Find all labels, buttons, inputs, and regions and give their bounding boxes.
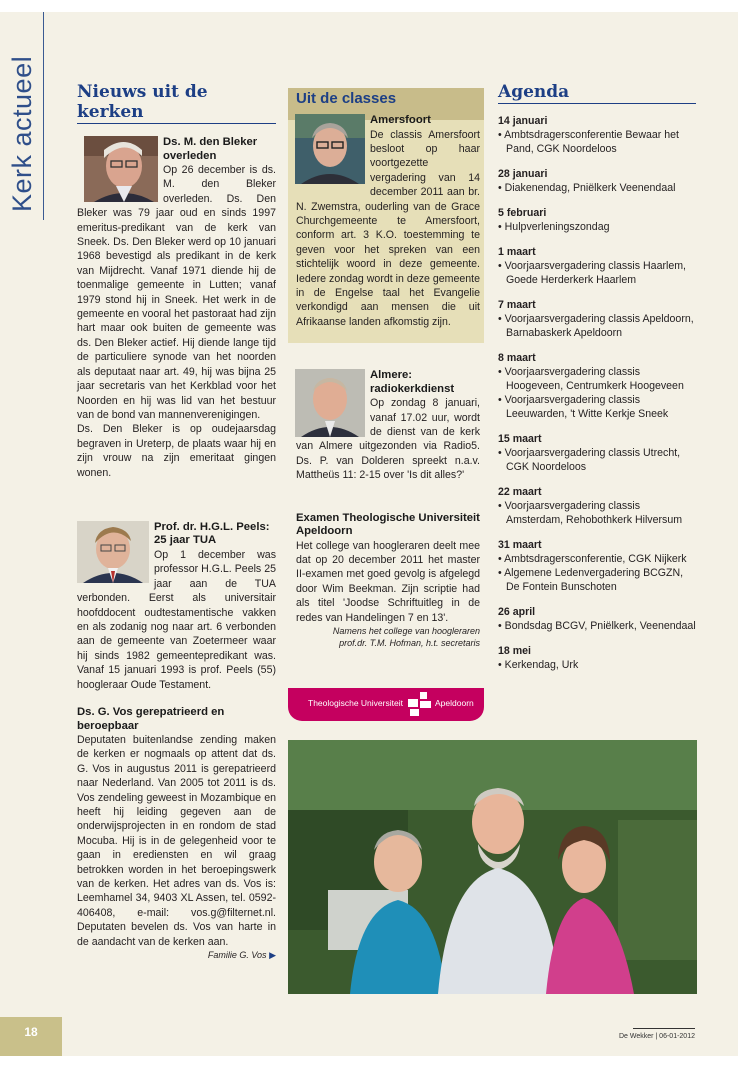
agenda-entry: [498, 644, 696, 672]
article-title: Examen Theologische Universiteit Apeldoorn: [296, 511, 480, 538]
agenda-item: • Voorjaarsvergadering classis Amsterdam, Rehobothkerk Hilversum: [498, 500, 683, 526]
page-number: 18: [0, 1017, 62, 1056]
agenda-date: 18 mei: [498, 645, 531, 657]
article-body: Op zondag 8 januari, vanaf 17.02 uur, wordt de dienst van de kerk van Almere uitgezonden via Radio5. Ds. P. van Dolderen spreekt n.a.v. Mattheüs 11: 2-15 over 'Is dit alles?': [296, 397, 480, 482]
agenda-date: 31 maart: [498, 539, 542, 551]
section-label: Kerk actueel: [7, 55, 37, 212]
caption-text: Familie G. Vos: [207, 950, 267, 961]
news-column: [77, 82, 276, 961]
article-den-bleker: [77, 136, 276, 480]
photo-caption: [77, 949, 276, 961]
agenda-date: 22 maart: [498, 486, 542, 498]
agenda-date: 14 januari: [498, 115, 548, 127]
agenda-date: 28 januari: [498, 168, 548, 180]
agenda-date: 26 april: [498, 606, 536, 618]
agenda-date: 1 maart: [498, 246, 536, 258]
article-title: Almere: radiokerkdienst: [370, 369, 455, 395]
footer-rule: [633, 1028, 695, 1029]
agenda-entry: [498, 298, 696, 340]
magazine-page: [0, 12, 738, 1056]
news-heading: Nieuws uit de kerken: [77, 82, 276, 124]
article-title: Amersfoort: [370, 114, 431, 126]
agenda-list: [498, 114, 696, 672]
agenda-date: 5 februari: [498, 207, 547, 219]
agenda-heading: Agenda: [498, 82, 696, 104]
agenda-entry: [498, 485, 696, 527]
article-body: Ds. Den Bleker is op oudejaarsdag begraven in Ureterp, de plaats waar hij en zijn vrouw na zijn emeritaat gingen wonen.: [77, 423, 276, 479]
agenda-item: • Voorjaarsvergadering classis Haarlem, Goede Herderkerk Haarlem: [498, 260, 687, 286]
tua-banner-right: Apeldoorn: [435, 698, 474, 708]
section-rule: [43, 12, 44, 220]
agenda-item: • Ambtsdragersconferentie Bewaar het Pand, CGK Noordeloos: [498, 129, 679, 155]
agenda-item: • Voorjaarsvergadering classis Hoogeveen, Centrumkerk Hoogeveen: [498, 366, 684, 392]
classes-column: [296, 114, 480, 649]
classes-heading: Uit de classes: [296, 90, 397, 107]
agenda-entry: [498, 245, 696, 287]
article-body: Deputaten buitenlandse zending maken de kerken er nogmaals op attent dat ds. G. Vos in augustus 2011 is gerepatrieerd naar Nederland. Van 2005 tot 2011 is ds. Vos zendeling geweest in Mozambique en heeft hij leiding gegeven aan de onderwijsprojecten in en rondom de stad Mocuba. Hij is in de gelegenheid voor te gaan in erediensten en wil graag betrokken worden in het beroepingswerk van de kerken. Het adres van ds. Vos is: Leemhamel 34, 9403 XL Assen, tel. 0592-406408, e-mail: vos.g@filternet.nl. Deputaten bevelen ds. Vos van harte in de aandacht van de kerken aan.: [77, 734, 276, 948]
agenda-date: 15 maart: [498, 433, 542, 445]
article-body: Het college van hoogleraren deelt mee dat op 20 december 2011 het master II-examen met goed gevolg is afgelegd door Wim Beekman. Zijn scriptie had als titel 'Joodse Schriftuitleg in de redes van Handelingen 7 en 13'.: [296, 539, 480, 624]
family-photo: [288, 740, 697, 994]
agenda-entry: [498, 538, 696, 594]
article-amersfoort: [296, 114, 480, 329]
article-body: Op 26 december is ds. M. den Bleker overleden. Ds. Den Bleker was 79 jaar oud en sinds 1997 emeritus-predikant van de kerk van Sneek. Ds. Den Bleker werd op 10 januari 1968 bevestigd als predikant in de kerk van Mijdrecht. Vanaf 1971 diende hij de toenmalige gemeente in Lutten; vanaf 1979 stond hij in Sneek. Het werk in de gemeente en vooral het pastoraat had zijn hart maar ook buiten de gemeente was ds. Den Bleker actief. Hij diende lange tijd de particuliere synode van het noorden als deputaat naar art. 49, hij was bijna 25 jaar secretaris van het Kerkblad voor het Noorden en hij was lid van het bestuur van de bond van mannenverenigingen.: [77, 164, 276, 421]
agenda-entry: [498, 351, 696, 421]
agenda-item: • Bondsdag BCGV, Pniëlkerk, Veenendaal: [498, 620, 696, 632]
agenda-entry: [498, 114, 696, 156]
arrow-right-icon: ▶: [269, 950, 276, 961]
classes-heading-wrap: [296, 90, 480, 108]
agenda-entry: [498, 605, 696, 633]
article-title: Ds. G. Vos gerepatrieerd en beroepbaar: [77, 706, 225, 732]
agenda-entry: [498, 206, 696, 234]
agenda-column: [498, 82, 696, 683]
agenda-item: • Voorjaarsvergadering classis Utrecht, CGK Noordeloos: [498, 447, 681, 473]
article-title: Prof. dr. H.G.L. Peels: 25 jaar TUA: [154, 520, 270, 547]
article-vos: [77, 706, 276, 961]
signature-line: prof.dr. T.M. Hofman, h.t. secretaris: [339, 638, 480, 649]
van-dolderen-photo: [295, 369, 365, 437]
agenda-item: • Algemene Ledenvergadering BCGZN, De Fontein Bunschoten: [498, 567, 684, 593]
tua-logo-icon: [407, 691, 433, 722]
agenda-item: • Voorjaarsvergadering classis Apeldoorn, Barnabaskerk Apeldoorn: [498, 313, 694, 339]
agenda-item: • Hulpverleningszondag: [498, 221, 610, 233]
agenda-item: • Kerkendag, Urk: [498, 659, 579, 671]
agenda-item: • Voorjaarsvergadering classis Leeuwarden, 't Witte Kerkje Sneek: [498, 394, 669, 420]
article-almere: [296, 369, 480, 482]
article-peels: [77, 521, 276, 692]
peels-photo: [77, 521, 149, 583]
zwemstra-photo: [295, 114, 365, 184]
tua-banner: [288, 688, 484, 721]
agenda-item: • Diakenendag, Pniëlkerk Veenendaal: [498, 182, 676, 194]
agenda-item: • Ambtsdragersconferentie, CGK Nijkerk: [498, 553, 687, 565]
agenda-entry: [498, 432, 696, 474]
tua-banner-left: Theologische Universiteit: [308, 698, 403, 708]
article-body: De classis Amersfoort besloot op haar voortgezette vergadering van 14 december 2011 aan br. N. Zwemstra, ouderling van de Grace Churchgemeente te Amersfoort, conform art. 3 K.O. toestemming te geven voor het spreken van een stichtelijk woord in deze gemeente. Iedere zondag wordt in deze gemeente in de Engelse taal het Evangelie verkondigd aan mensen die uit Afrikaanse landen afkomstig zijn.: [296, 128, 480, 328]
signature-line: Namens het college van hoogleraren: [332, 626, 480, 637]
agenda-date: 8 maart: [498, 352, 536, 364]
article-body: Op 1 december was professor H.G.L. Peels 25 jaar aan de TUA verbonden. Eerst als universitair hoofddocent oudtestamentische vakken en als zodanig nog naar art. 6 verbonden aan de gemeente van Zoetermeer waar hij sinds 1982 gemeentepredikant was. Vanaf 15 januari 1993 is prof. Peels (55) hoogleraar Oude Testament.: [77, 548, 276, 691]
den-bleker-photo: [84, 136, 158, 202]
article-title: Ds. M. den Bleker overleden: [163, 136, 258, 162]
agenda-entry: [498, 167, 696, 195]
article-examen: [296, 512, 480, 649]
publication-info: De Wekker | 06-01-2012: [618, 1033, 695, 1040]
agenda-date: 7 maart: [498, 299, 536, 311]
